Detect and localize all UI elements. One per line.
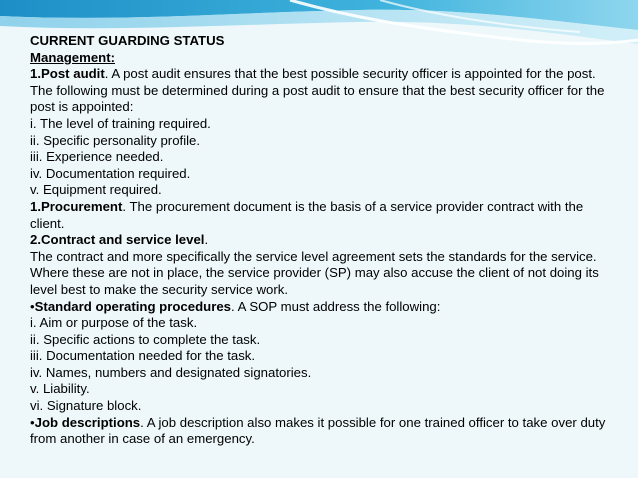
contract-text: The contract and more specifically the service level agreement sets the standards for the service. Where these are not in place, the service provider (SP) may also accuse the client of not doing its level best to make the security service work. [30, 248, 599, 297]
contract-heading: 2.Contract and service level [30, 232, 205, 248]
post-audit-paragraph [30, 66, 618, 116]
list-item: iii. Experience needed. [30, 149, 164, 165]
list-item: i. The level of training required. [30, 115, 211, 131]
post-audit-heading: 1.Post audit [30, 66, 105, 82]
bullet: • [30, 298, 35, 314]
post-audit-text: . A post audit ensures that the best possible security officer is appointed for the post. The following must be determined during a post audit to ensure that the best security officer for the post is appointed: [30, 66, 605, 115]
slide-content [30, 33, 618, 448]
procurement-text: . The procurement document is the basis of a service provider contract with the client. [30, 198, 584, 231]
list-item: v. Equipment required. [30, 182, 162, 198]
procurement-heading: 1.Procurement [30, 198, 123, 214]
sop-paragraph [30, 299, 618, 316]
contract-heading-suffix: . [204, 232, 209, 248]
job-paragraph [30, 415, 618, 448]
job-text: . A job description also makes it possible for one trained officer to take over duty from another in case of an emergency. [30, 414, 606, 447]
procurement-paragraph [30, 199, 618, 232]
list-item: ii. Specific personality profile. [30, 132, 201, 148]
list-item: iii. Documentation needed for the task. [30, 348, 256, 364]
bullet: • [30, 414, 35, 430]
contract-heading-line [30, 232, 618, 249]
sop-heading: Standard operating procedures [34, 298, 232, 314]
job-heading: Job descriptions [34, 414, 141, 430]
list-item: v. Liability. [30, 381, 90, 397]
list-item: iv. Documentation required. [30, 165, 191, 181]
list-item: iv. Names, numbers and designated signatories. [30, 364, 312, 380]
list-item: vi. Signature block. [30, 398, 142, 414]
sop-text: . A SOP must address the following: [231, 298, 441, 314]
slide-title: CURRENT GUARDING STATUS [30, 33, 225, 48]
list-item: i. Aim or purpose of the task. [30, 315, 198, 331]
slide-subtitle: Management: [30, 49, 115, 65]
list-item: ii. Specific actions to complete the task. [30, 331, 261, 347]
